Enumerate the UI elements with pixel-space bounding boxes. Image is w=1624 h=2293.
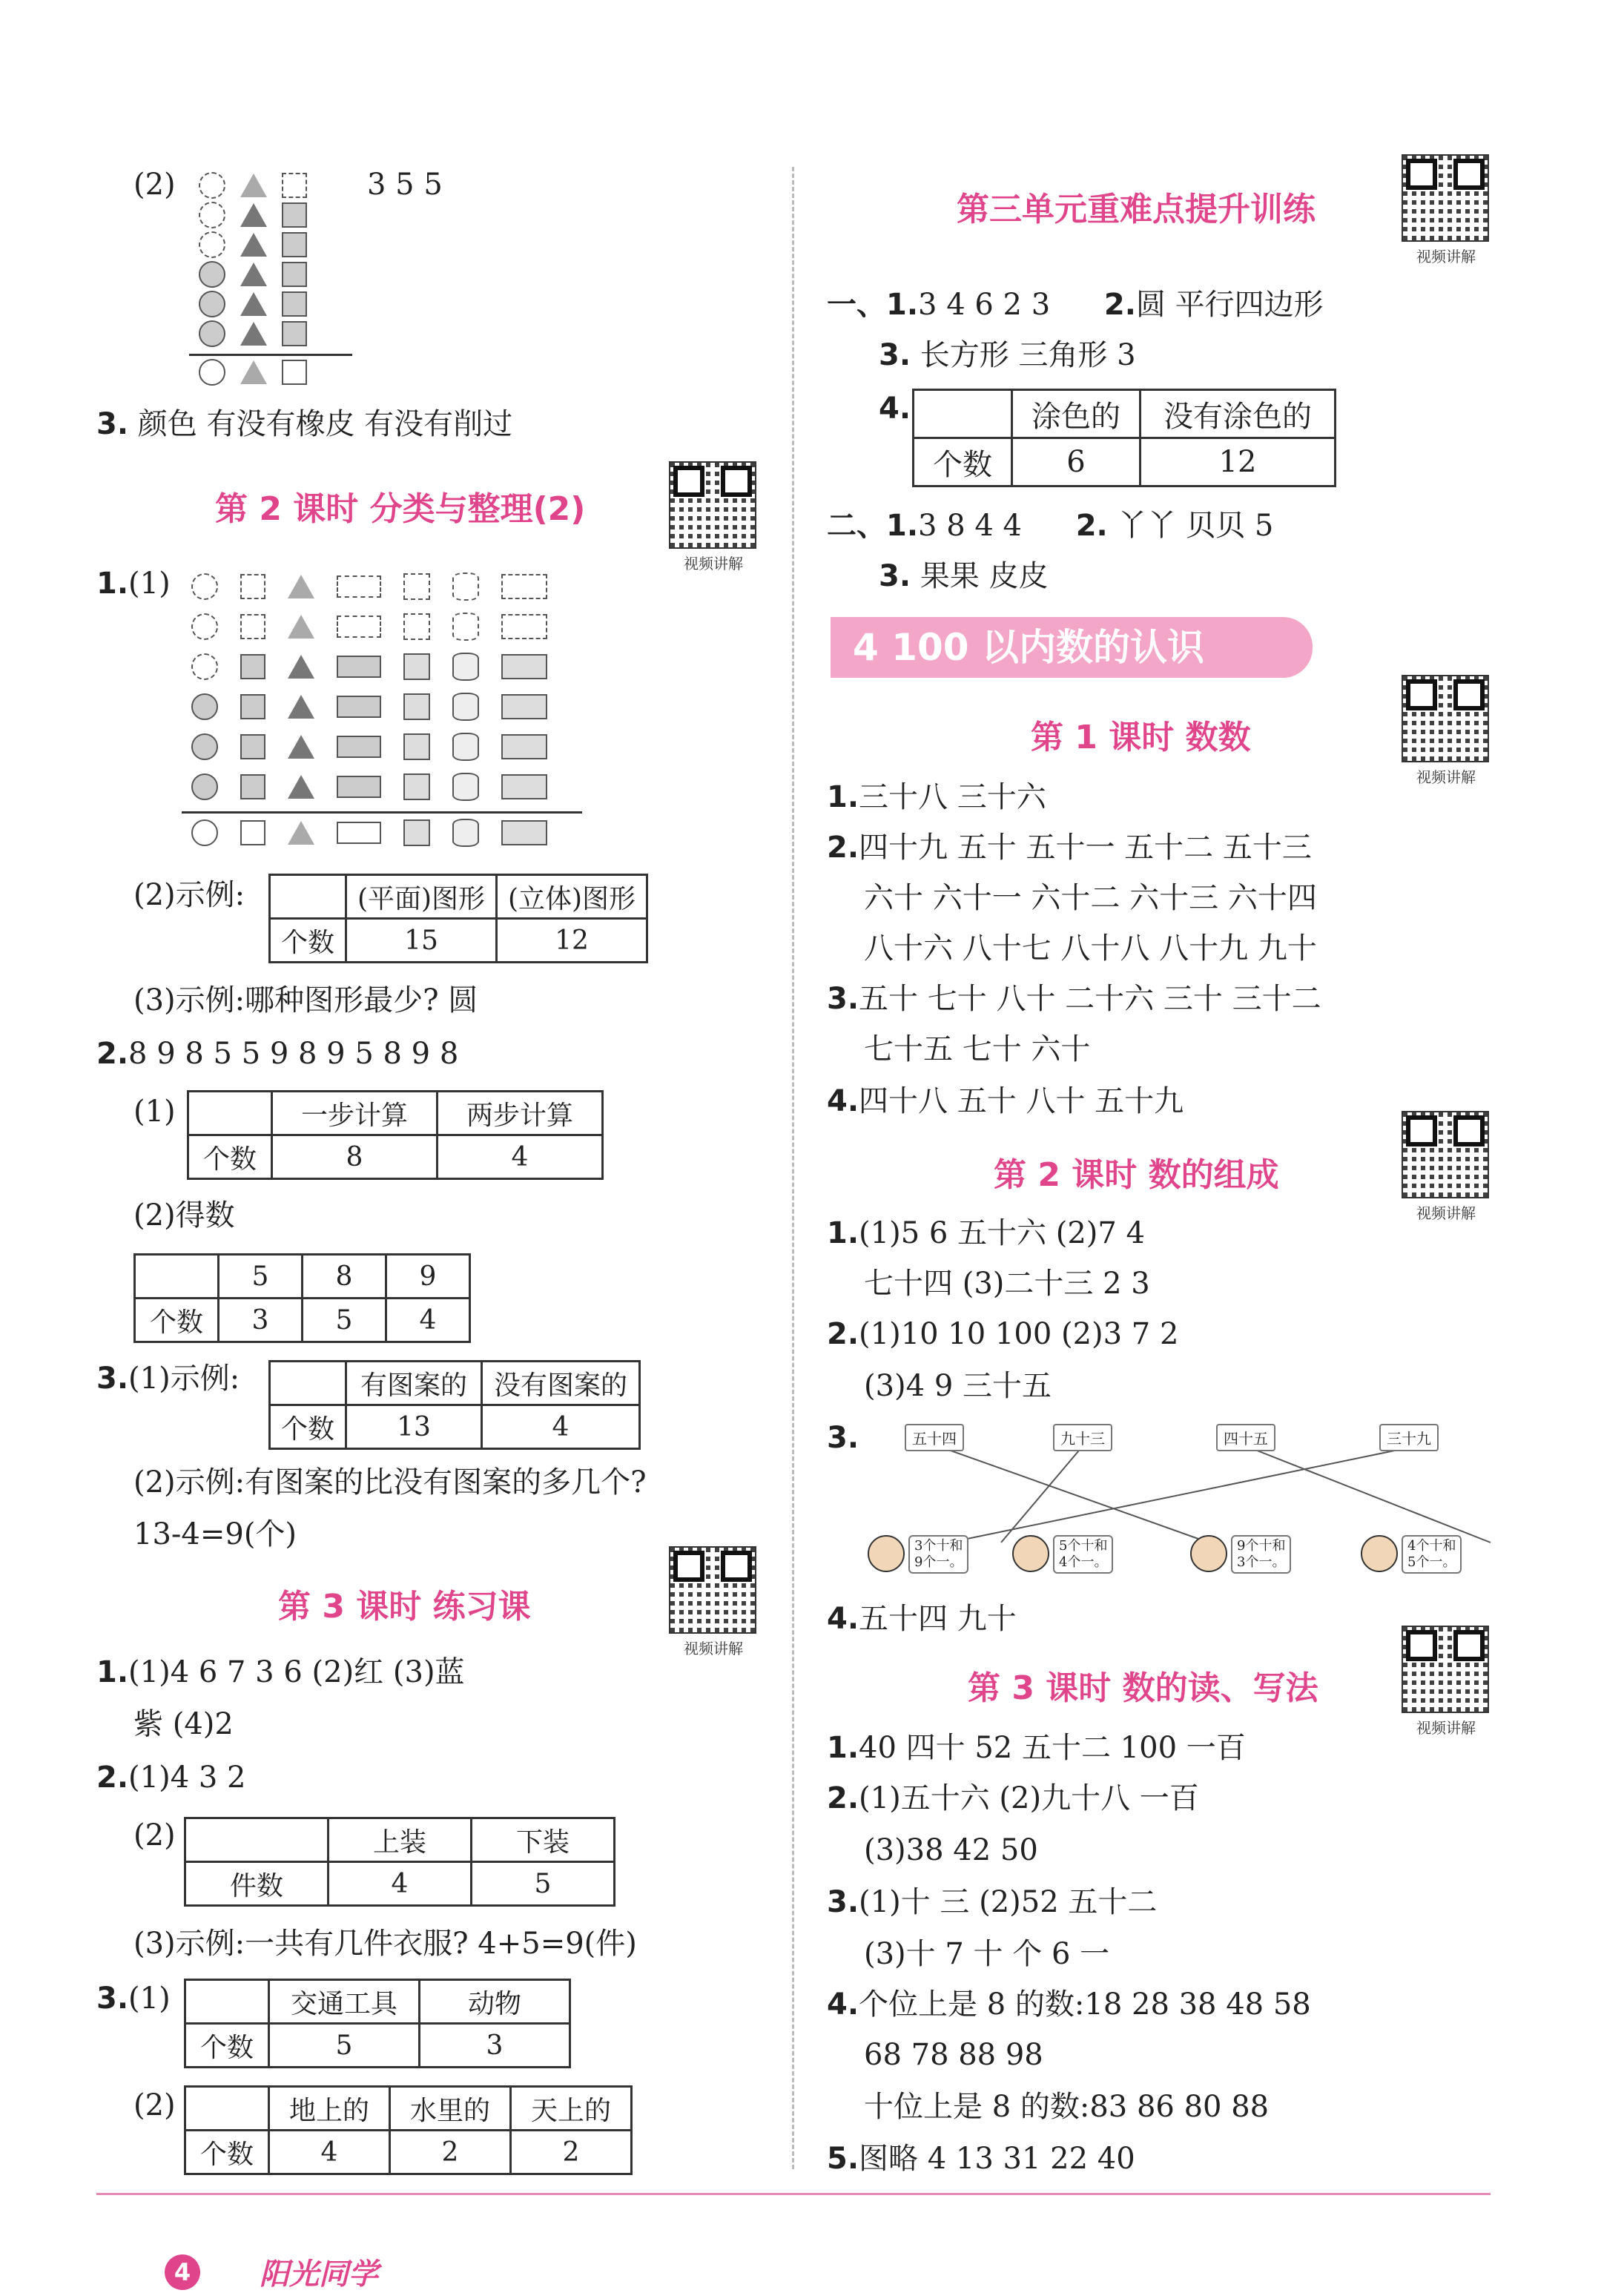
c3-q2-b: (3)38 42 50 [864,1833,1038,1867]
ch4-lesson1-title: 第 1 课时 数数 [1031,719,1251,756]
column-divider [792,167,794,2169]
c3-q4-b: 68 78 88 98 [864,2038,1043,2072]
c1-q4: 4.四十八 五十 八十 五十九 [827,1084,1184,1118]
l3-q2-table: 上装 下装 件数 4 5 [184,1817,615,1907]
footer-rule [96,2193,1491,2195]
c3-q2-a: 2.(1)五十六 (2)九十八 一百 [827,1781,1199,1815]
qr-code-lesson3[interactable]: 视频讲解 [669,1546,758,1658]
lesson2-title: 第 2 课时 分类与整理(2) [215,490,586,528]
l2-q2-table2: 5 8 9 个数 3 5 4 [133,1253,471,1343]
p1-q4-label: 4. [879,392,911,426]
l2-q3-3: 13-4=9(个) [133,1517,297,1551]
c3-q3-a: 3.(1)十 三 (2)52 五十二 [827,1885,1158,1919]
child-avatar-4 [1361,1535,1398,1572]
match-bottom-3: 9个十和 3个一。 [1231,1535,1291,1574]
c3-q1: 1.40 四十 52 五十二 100 一百 [827,1731,1246,1765]
l3-q2-3: (3)示例:一共有几件衣服? 4+5=9(件) [133,1927,637,1961]
q2-2-counts: 3 5 5 [367,168,443,202]
c3-q4-c: 十位上是 8 的数:83 86 80 88 [864,2090,1270,2124]
child-avatar-1 [868,1535,905,1572]
p2-q3: 3. 果果 皮皮 [879,559,1049,593]
match-top-1: 五十四 [905,1424,964,1451]
match-top-2: 九十三 [1053,1424,1112,1451]
c2-q1-b: 七十四 (3)二十三 2 3 [864,1267,1150,1301]
l3-q1: 1.(1)4 6 7 3 6 (2)红 (3)蓝 [96,1655,465,1689]
qr-code-ch4-lesson2[interactable]: 视频讲解 [1402,1111,1491,1223]
c3-q5: 5.图略 4 13 31 22 40 [827,2142,1135,2176]
l3-q3-table2: 地上的 水里的 天上的 个数 4 2 2 [184,2085,633,2175]
l2-q2-table: 一步计算 两步计算 个数 8 4 [187,1090,604,1180]
c1-q3-a: 3.五十 七十 八十 二十六 三十 三十二 [827,982,1321,1016]
l2-q2-1: (1) [133,1095,176,1129]
ch4-lesson2-title: 第 2 课时 数的组成 [994,1156,1279,1194]
c2-q1-a: 1.(1)5 6 五十六 (2)7 4 [827,1216,1146,1250]
c2-q2-a: 2.(1)10 10 100 (2)3 7 2 [827,1317,1179,1351]
l3-q1-b: 紫 (4)2 [133,1707,234,1741]
q2-2-label: (2) [133,168,176,202]
qr-code-ch4-lesson1[interactable]: 视频讲解 [1402,675,1491,787]
c3-q4-a: 4.个位上是 8 的数:18 28 38 48 58 [827,1987,1311,2022]
child-avatar-2 [1012,1535,1049,1572]
match-top-3: 四十五 [1216,1424,1275,1451]
l2-q1-table: (平面)图形 (立体)图形 个数 15 12 [268,874,648,963]
p2-q1: 二、1.3 8 4 4 2. 丫丫 贝贝 5 [827,509,1274,543]
c1-q2-c: 八十六 八十七 八十八 八十九 九十 [864,931,1317,966]
l2-q3-table: 有图案的 没有图案的 个数 13 4 [268,1360,641,1450]
l3-q3-table: 交通工具 动物 个数 5 3 [184,1979,571,2068]
l2-q2-2: (2)得数 [133,1198,235,1233]
qr-code-lesson2[interactable]: 视频讲解 [669,461,758,573]
c2-q3-label: 3. [827,1421,859,1455]
q3-line: 3. 颜色 有没有橡皮 有没有削过 [96,407,513,441]
matching-lines [905,1439,1557,1550]
l2-q1-3: (3)示例:哪种图形最少? 圆 [133,983,478,1017]
c1-q2-b: 六十 六十一 六十二 六十三 六十四 [864,881,1317,915]
ch4-lesson3-title: 第 3 课时 数的读、写法 [968,1669,1318,1707]
p1-q4-table: 涂色的 没有涂色的 个数 6 12 [912,389,1336,487]
c1-q1: 1.三十八 三十六 [827,780,1046,814]
brand-logo: 阳光同学 [260,2257,378,2292]
match-bottom-1: 3个十和 9个一。 [908,1535,968,1574]
unit3-title: 第三单元重难点提升训练 [957,191,1316,228]
l3-q2-2: (2) [133,1818,176,1852]
child-avatar-3 [1190,1535,1227,1572]
l3-q3-2: (2) [133,2088,176,2122]
l2-q2: 2.8 9 8 5 5 9 8 9 5 8 9 8 [96,1037,459,1071]
l2-q3-1: 3.(1)示例: [96,1362,240,1396]
l3-q2: 2.(1)4 3 2 [96,1761,246,1795]
l2-q3-2: (2)示例:有图案的比没有图案的多几个? [133,1465,647,1499]
match-bottom-2: 5个十和 4个一。 [1053,1535,1113,1574]
match-top-4: 三十九 [1379,1424,1439,1451]
l2-q1-label: 1.(1) [96,567,171,601]
c2-q2-b: (3)4 9 三十五 [864,1369,1052,1403]
c1-q3-b: 七十五 七十 六十 [864,1032,1091,1066]
qr-code-ch4-lesson3[interactable]: 视频讲解 [1402,1626,1491,1738]
l3-q3-1: 3.(1) [96,1982,171,2016]
p1-q3: 3. 长方形 三角形 3 [879,338,1136,372]
lesson3-title: 第 3 课时 练习课 [278,1588,531,1626]
c1-q2-a: 2.四十九 五十 五十一 五十二 五十三 [827,831,1312,865]
c2-q4: 4.五十四 九十 [827,1602,1017,1636]
qr-code-unit3[interactable]: 视频讲解 [1402,154,1491,266]
page-number: 4 [165,2254,200,2290]
p1-q1: 一、1.3 4 6 2 3 2.圆 平行四边形 [827,288,1324,322]
c3-q3-b: (3)十 7 十 个 6 一 [864,1937,1110,1971]
match-bottom-4: 4个十和 5个一。 [1402,1535,1462,1574]
chapter4-banner: 4 100 以内数的认识 [831,617,1313,678]
l2-q1-2: (2)示例: [133,878,245,912]
